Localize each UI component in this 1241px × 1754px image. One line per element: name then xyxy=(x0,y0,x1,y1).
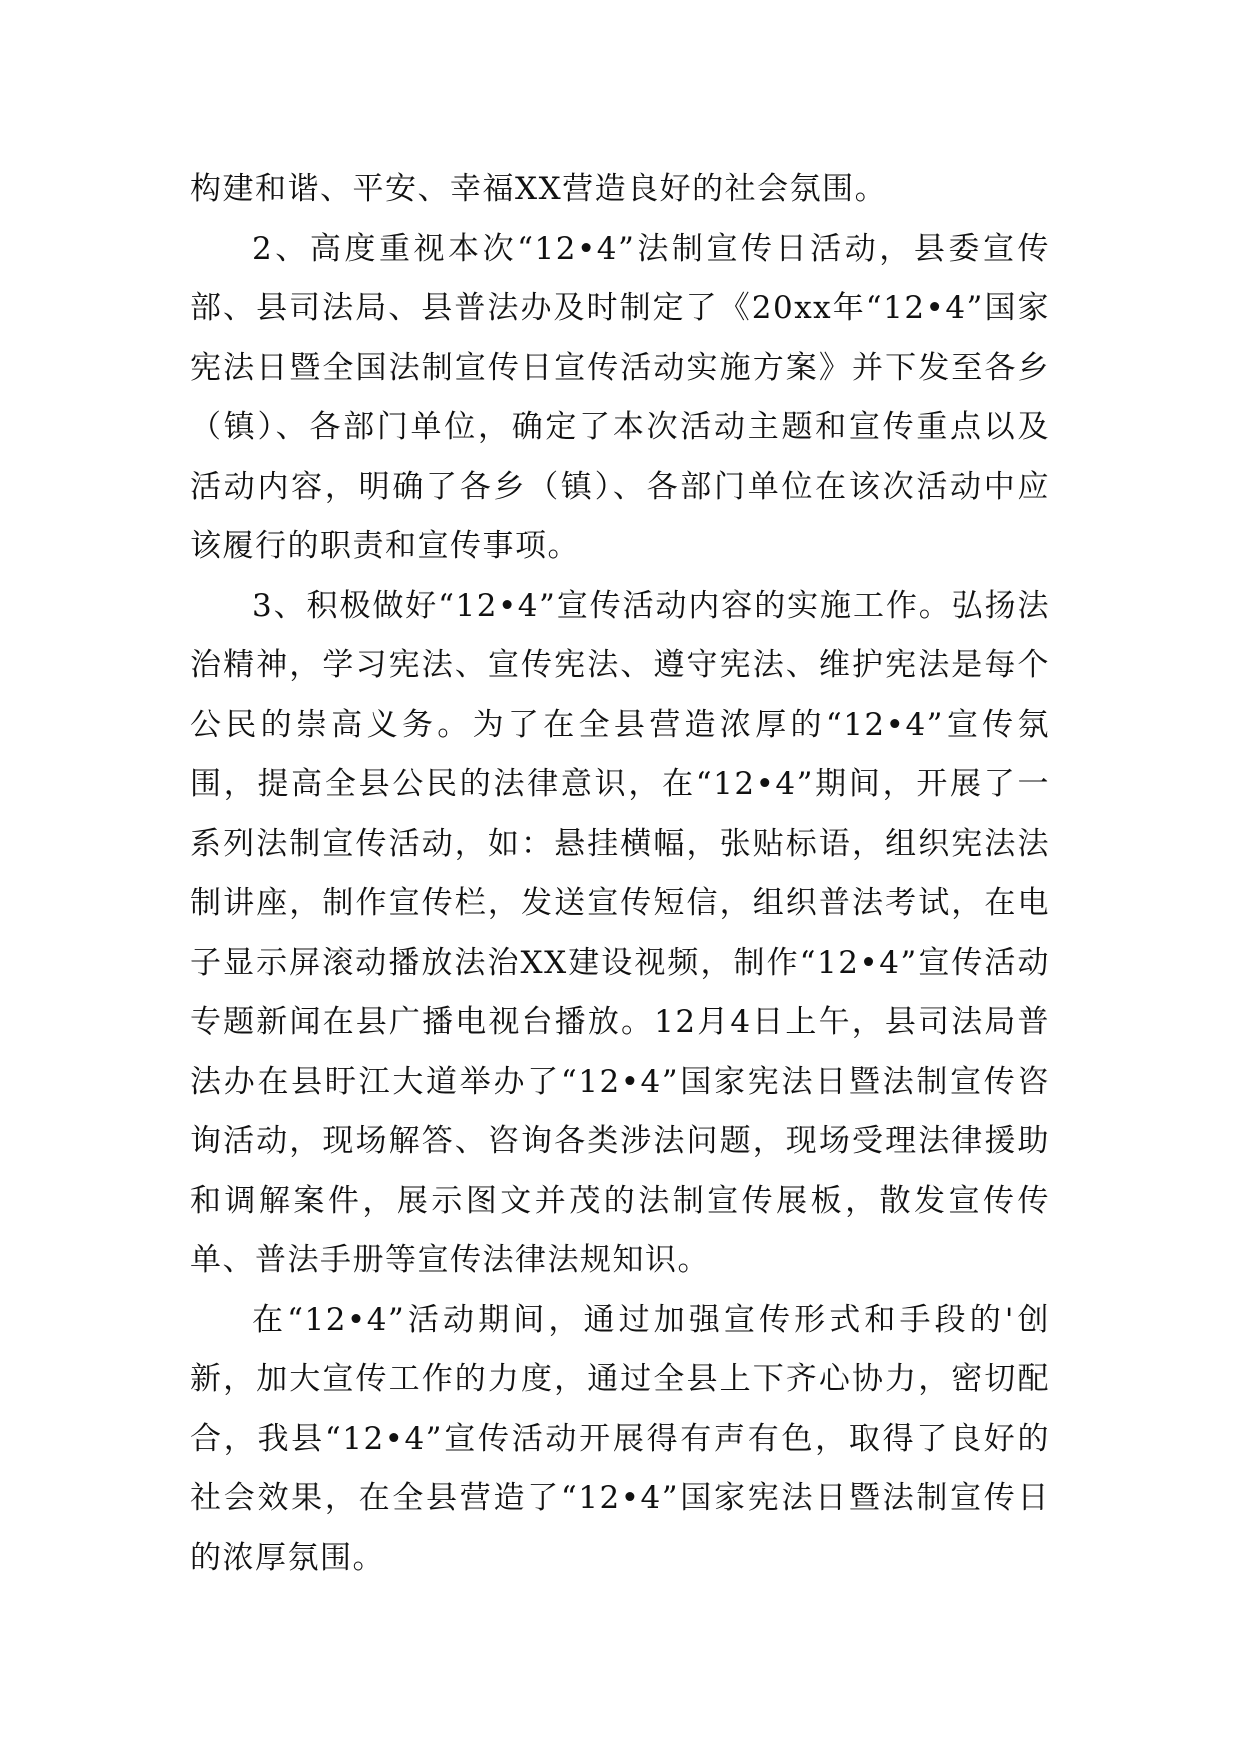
paragraph-continuation: 构建和谐、平安、幸福XX营造良好的社会氛围。 xyxy=(190,171,888,207)
paragraph-conclusion: 在“12•4”活动期间，通过加强宣传形式和手段的'创新，加大宣传工作的力度，通过全县上下齐心协力，密切配合，我县“12•4”宣传活动开展得有声有色，取得了良好的社会效果，在全县营造了“12•4”国家宪法日暨法制宣传日的浓厚氛围。 xyxy=(190,1301,1050,1576)
paragraph-item-3: 3、积极做好“12•4”宣传活动内容的实施工作。弘扬法治精神，学习宪法、宣传宪法、遵守宪法、维护宪法是每个公民的崇高义务。为了在全县营造浓厚的“12•4”宣传氛围，提高全县公民的法律意识，在“12•4”期间，开展了一系列法制宣传活动，如：悬挂横幅，张贴标语，组织宪法法制讲座，制作宣传栏，发送宣传短信，组织普法考试，在电子显示屏滚动播放法治XX建设视频，制作“12•4”宣传活动专题新闻在县广播电视台播放。12月4日上午，县司法局普法办在县盱江大道举办了“12•4”国家宪法日暨法制宣传咨询活动，现场解答、咨询各类涉法问题，现场受理法律援助和调解案件，展示图文并茂的法制宣传展板，散发宣传传单、普法手册等宣传法律法规知识。 xyxy=(190,587,1050,1278)
paragraph-item-2: 2、高度重视本次“12•4”法制宣传日活动，县委宣传部、县司法局、县普法办及时制定了《20xx年“12•4”国家宪法日暨全国法制宣传日宣传活动实施方案》并下发至各乡（镇）、各部门单位，确定了本次活动主题和宣传重点以及活动内容，明确了各乡（镇）、各部门单位在该次活动中应该履行的职责和宣传事项。 xyxy=(190,230,1050,564)
document-body xyxy=(190,160,1050,1588)
